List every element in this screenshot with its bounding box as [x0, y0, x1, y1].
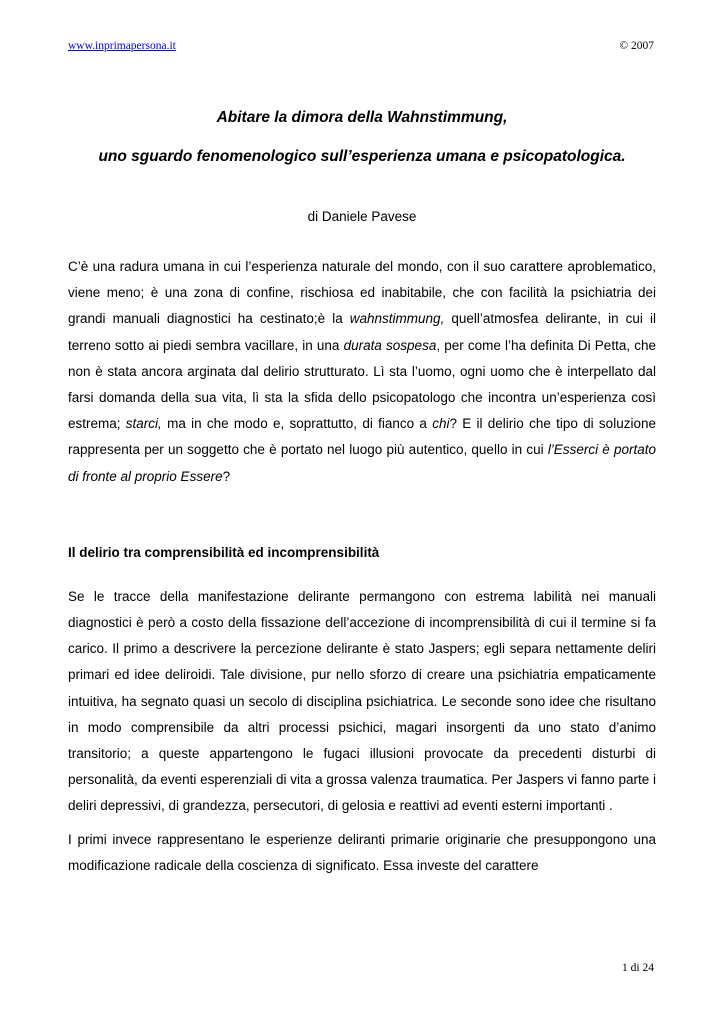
page-header — [68, 40, 654, 60]
copyright-notice: © 2007 — [619, 40, 654, 52]
intro-text-2: quell’atmosfea delirante, in cui il terreno sotto ai piedi sembra vacillare, in una — [68, 311, 656, 353]
intro-emphasis-4: chi — [432, 416, 450, 432]
section-paragraph-2: I primi invece rappresentano le esperienze deliranti primarie originarie che presuppongono una modificazione radicale della coscienza di significato. Essa investe del carattere — [68, 831, 656, 873]
intro-emphasis-5: l’Esserci è portato di fronte al proprio Essere — [68, 442, 656, 484]
document-author: di Daniele Pavese — [307, 209, 417, 224]
document-body — [68, 107, 656, 879]
document-title-line1: Abitare la dimora della Wahnstimmung, — [216, 109, 508, 126]
intro-paragraph — [68, 254, 656, 490]
intro-text-3: , per come l’ha definita Di Petta, che non è stata ancora arginata dal delirio strutturato. Lì sta l’uomo, ogni uomo che è interpellato dal farsi domanda della sua vita, lì sta la sfida dello psicopatologo che incontra un’esperienza così estrema; — [68, 337, 656, 432]
intro-text-4: ma in che modo e, soprattutto, di fianco a — [161, 416, 433, 432]
section-heading: Il delirio tra comprensibilità ed incomprensibilità — [68, 544, 380, 560]
intro-emphasis-2: durata sospesa — [343, 337, 437, 353]
intro-emphasis-1: wahnstimmung, — [349, 311, 445, 327]
intro-text-1: C’è una radura umana in cui l’esperienza naturale del mondo, con il suo carattere aproblematico, viene meno; è una zona di confine, rischiosa ed inabitabile, che con facilità la psichiatria dei grandi manuali diagnostici ha cestinato;è la — [68, 259, 656, 327]
section-paragraph-1: Se le tracce della manifestazione delirante permangono con estrema labilità nei manuali diagnostici è però a costo della fissazione dell’accezione di incomprensibilità di cui il termine si fa carico. Il primo a descrivere la percezione delirante è stato Jaspers; egli separa nettamente deliri primari ed idee deliroidi. Tale divisione, pur nello sforzo di creare una psichiatria empaticamente intuitiva, ha segnato quasi un secolo di disciplina psichiatrica. Le seconde sono idee che risultano in modo comprensibile da altri processi psichici, magari insorgenti da uno stato d’animo transitorio; a queste appartengono le fugaci illusioni provocate da precedenti disturbi di personalità, da eventi esperenziali di vita a grossa valenza traumatica. Per Jaspers vi fanno parte i deliri depressivi, di grandezza, persecutori, di gelosia e reattivi ad eventi esterni importanti . — [68, 588, 656, 814]
site-link[interactable]: www.inprimapersona.it — [68, 40, 176, 52]
document-title-line2: uno sguardo fenomenologico sull’esperienza umana e psicopatologica. — [98, 148, 626, 165]
intro-text-5: ? E il delirio che tipo di soluzione rappresenta per un soggetto che è portato nel luogo più autentico, quello in cui — [68, 416, 656, 458]
intro-text-6: ? — [222, 468, 231, 484]
intro-emphasis-3: starci, — [125, 416, 162, 432]
page-number: 1 di 24 — [622, 962, 654, 974]
